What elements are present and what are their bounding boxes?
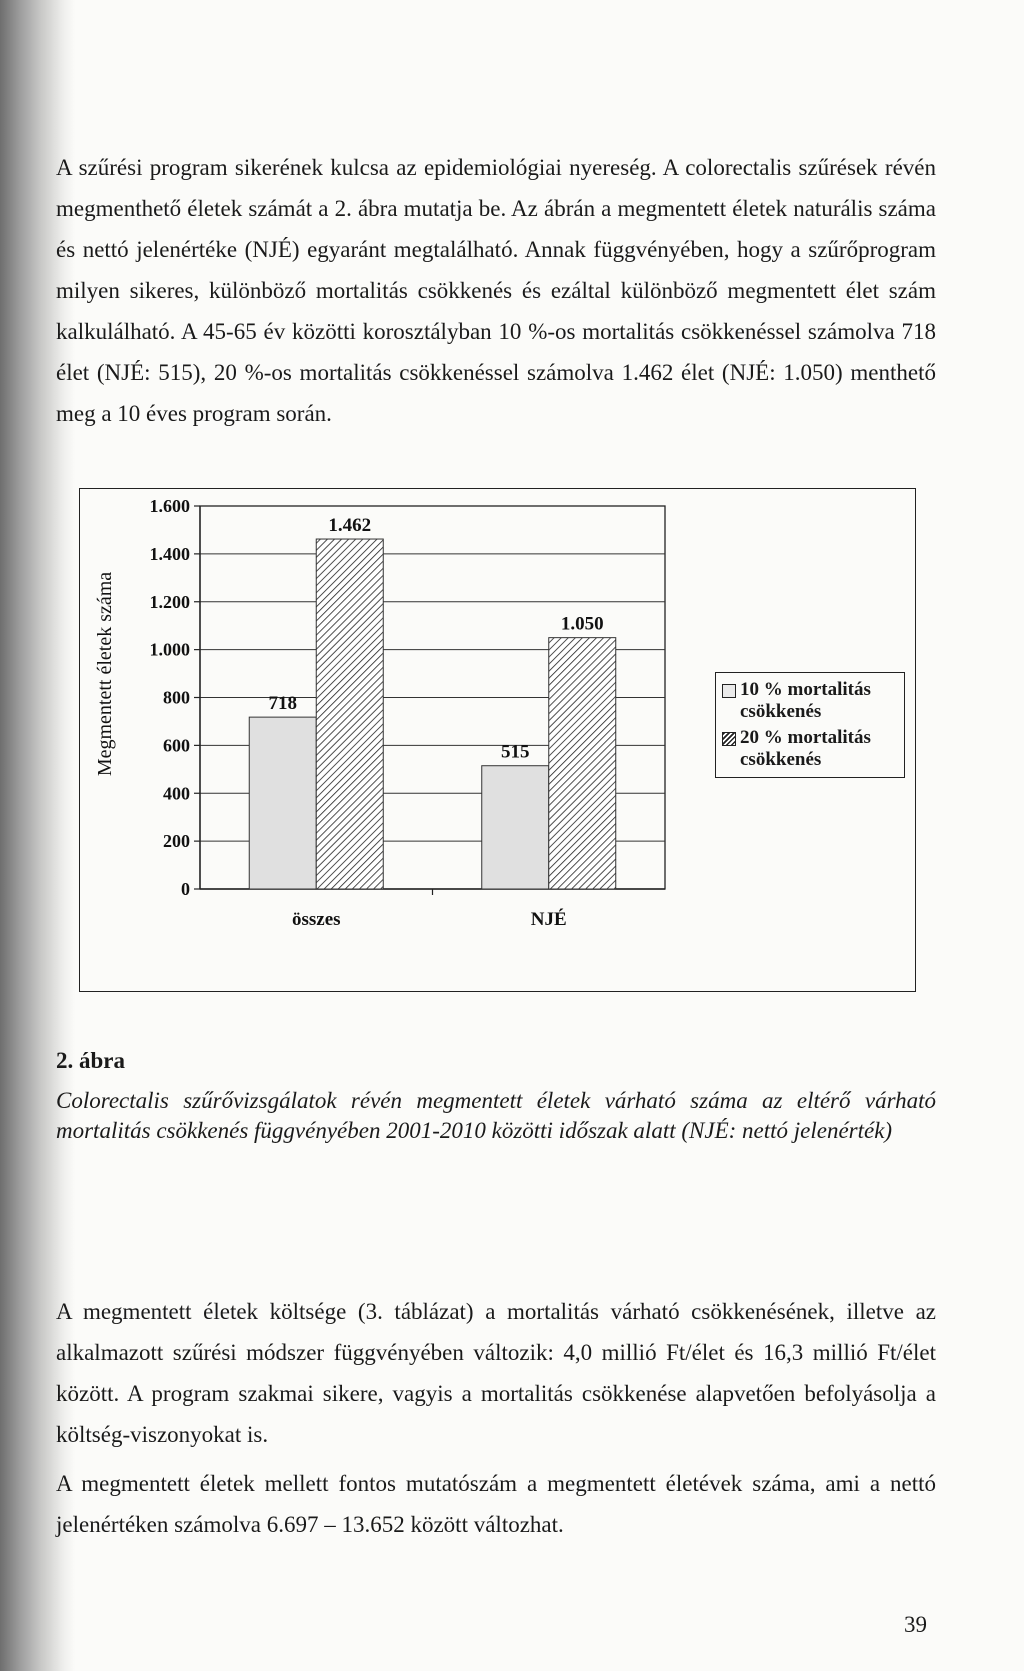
legend-item-20 — [722, 727, 904, 771]
intro-paragraph: A szűrési program sikerének kulcsa az epidemiológiai nyereség. A colorectalis szűrések révén megmenthető életek számát a 2. ábra mutatja be. Az ábrán a megmentett életek naturális száma és nettó jelenértéke (NJÉ) egyaránt megtalálható. Annak függvényében, hogy a szűrőprogram milyen sikeres, különböző mortalitás csökkenés és ezáltal különböző megmentett élet szám kalkulálható. A 45-65 év közötti korosztályban 10 %-os mortalitás csökkenéssel számolva 718 élet (NJÉ: 515), 20 %-os mortalitás csökkenéssel számolva 1.462 élet (NJÉ: 1.050) menthető meg a 10 éves program során. — [56, 155, 936, 426]
bar-10pct-1 — [482, 766, 549, 889]
bar-20pct-1 — [549, 638, 616, 889]
y-tick-label: 600 — [163, 735, 190, 756]
y-axis-title: Megmentett életek száma — [94, 571, 116, 777]
legend-label-10: 10 % mortalitás csökkenés — [740, 679, 871, 722]
cost-paragraph: A megmentett életek költsége (3. táblázat) a mortalitás várható csökkenésének, illetve az alkalmazott szűrési módszer függvényében változik: 4,0 millió Ft/élet és 16,3 millió Ft/élet között. A program szakmai sikere, vagyis a mortalitás csökkenése alapvetően befolyásolja a költség-viszonyokat is. — [56, 1299, 936, 1447]
bar-20pct-0 — [316, 539, 383, 889]
page-number: 39 — [904, 1612, 927, 1637]
bar-10pct-0 — [249, 717, 316, 889]
y-tick-label: 1.200 — [149, 591, 190, 612]
y-tick-label: 200 — [163, 831, 190, 852]
y-tick-label: 1.400 — [149, 543, 190, 564]
y-tick-label: 0 — [181, 879, 190, 899]
x-category-label: összes — [291, 909, 341, 930]
bar-value-label: 1.050 — [560, 613, 604, 635]
legend-swatch-hatched-icon — [722, 732, 736, 746]
bar-value-label: 718 — [268, 693, 297, 715]
bar-value-label: 1.462 — [328, 515, 372, 537]
x-category-label: NJÉ — [530, 909, 567, 930]
life-years-paragraph: A megmentett életek mellett fontos mutatószám a megmentett életévek száma, ami a nettó jelenértéken számolva 6.697 – 13.652 között változhat. — [56, 1471, 936, 1537]
legend-swatch-plain-icon — [722, 684, 736, 698]
figure-2-chart — [79, 488, 916, 992]
y-tick-label: 1.600 — [149, 496, 190, 516]
bar-value-label: 515 — [501, 741, 530, 763]
legend-label-20: 20 % mortalitás csökkenés — [740, 727, 871, 770]
y-tick-label: 1.000 — [149, 639, 190, 660]
y-tick-label: 800 — [163, 687, 190, 708]
y-tick-label: 400 — [163, 783, 190, 804]
figure-number: 2. ábra — [56, 1048, 125, 1073]
figure-caption: Colorectalis szűrővizsgálatok révén megmentett életek várható száma az eltérő várható mortalitás csökkenés függvényében 2001-2010 közötti időszak alatt (NJÉ: nettó jelenérték) — [56, 1088, 936, 1143]
chart-legend — [715, 672, 905, 778]
legend-item-10 — [722, 679, 904, 723]
